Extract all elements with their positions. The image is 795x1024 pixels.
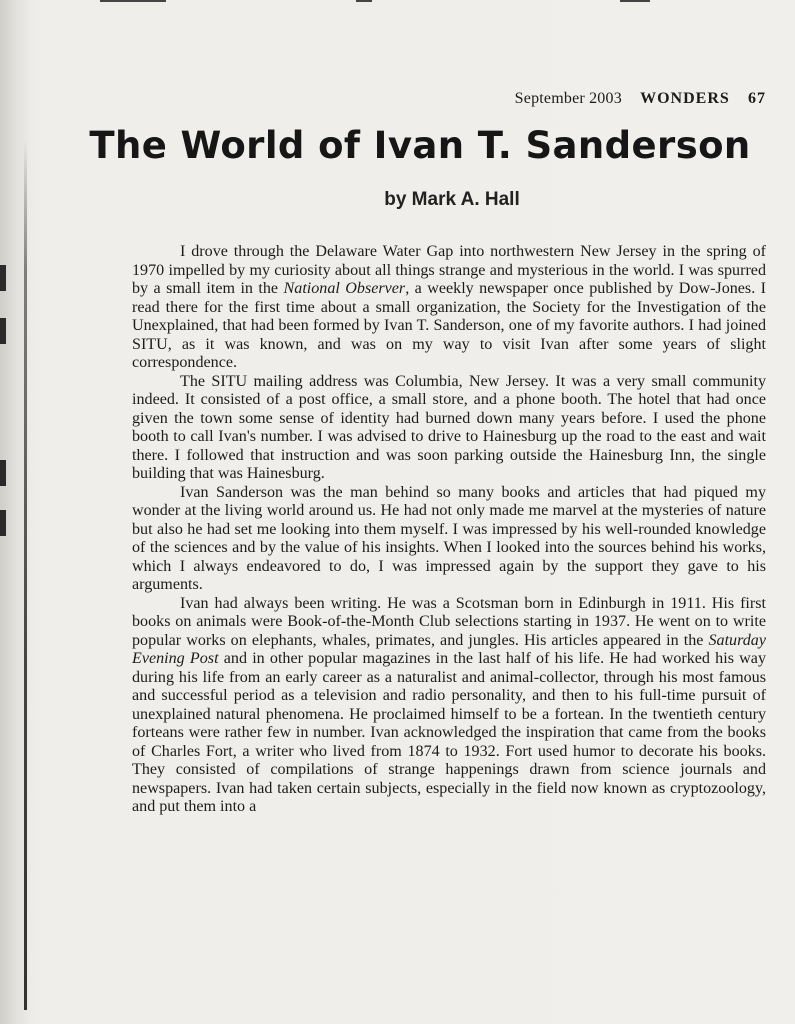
binding-edge (24, 140, 27, 1010)
paragraph-4: Ivan had always been writing. He was a Scotsman born in Edinburgh in 1911. His first books on animals were Book-of-the-Month Club selections starting in 1937. He went on to write popular works on elephants, whales, primates, and jungles. His articles appeared in the Saturday Evening Post and in other popular magazines in the last half of his life. He had worked his way during his life from an early career as a naturalist and animal-collector, through his most famous and successful period as a television and radio personality, and then to his full-time pursuit of unexplained natural phenomena. He proclaimed himself to be a fortean. In the twentieth century forteans were rather few in number. Ivan acknowledged the inspiration that came from the books of Charles Fort, a writer who lived from 1874 to 1932. Fort used humor to decorate his books. They consisted of compilations of strange happenings drawn from science journals and newspapers. Ivan had taken certain subjects, especially in the field now known as cryptozoology, and put them into a (132, 594, 766, 815)
edge-mark (0, 510, 6, 536)
article-byline: by Mark A. Hall (384, 189, 520, 210)
edge-mark (0, 460, 6, 486)
article-title: The World of Ivan T. Sanderson (89, 124, 751, 167)
publication-name: WONDERS (640, 90, 730, 107)
running-head (400, 90, 766, 108)
paragraph-3: Ivan Sanderson was the man behind so many books and articles that had piqued my wonder at the living world around us. He had not only made me marvel at the mysteries of nature but also he had set me looking into them myself. I was impressed by his well-rounded knowledge of the sciences and by the value of his insights. When I looked into the sources behind his works, which I always endeavored to do, I was impressed again by the support they gave to his arguments. (132, 483, 766, 593)
page-number: 67 (748, 90, 766, 107)
issue-date: September 2003 (514, 90, 622, 107)
edge-mark (0, 318, 6, 344)
paragraph-2: The SITU mailing address was Columbia, New Jersey. It was a very small community indeed. It consisted of a post office, a small store, and a phone booth. The hotel that had once given the town some sense of identity had burned down many years before. I used the phone booth to call Ivan's number. I was advised to drive to Hainesburg up the road to the east and wait there. I followed that instruction and was soon parking outside the Hainesburg Inn, the single building that was Hainesburg. (132, 372, 766, 482)
top-edge-mark (100, 0, 166, 2)
top-edge-mark (356, 0, 372, 2)
paragraph-1: I drove through the Delaware Water Gap into northwestern New Jersey in the spring of 1970 impelled by my curiosity about all things strange and mysterious in the world. I was spurred by a small item in the National Observer, a weekly newspaper once published by Dow-Jones. I read there for the first time about a small organization, the Society for the Investigation of the Unexplained, that had been formed by Ivan T. Sanderson, one of my favorite authors. I had joined SITU, as it was known, and was on my way to visit Ivan after some years of slight correspondence. (132, 243, 767, 371)
edge-mark (0, 265, 6, 291)
top-edge-mark (620, 0, 650, 2)
article-body (132, 243, 766, 817)
